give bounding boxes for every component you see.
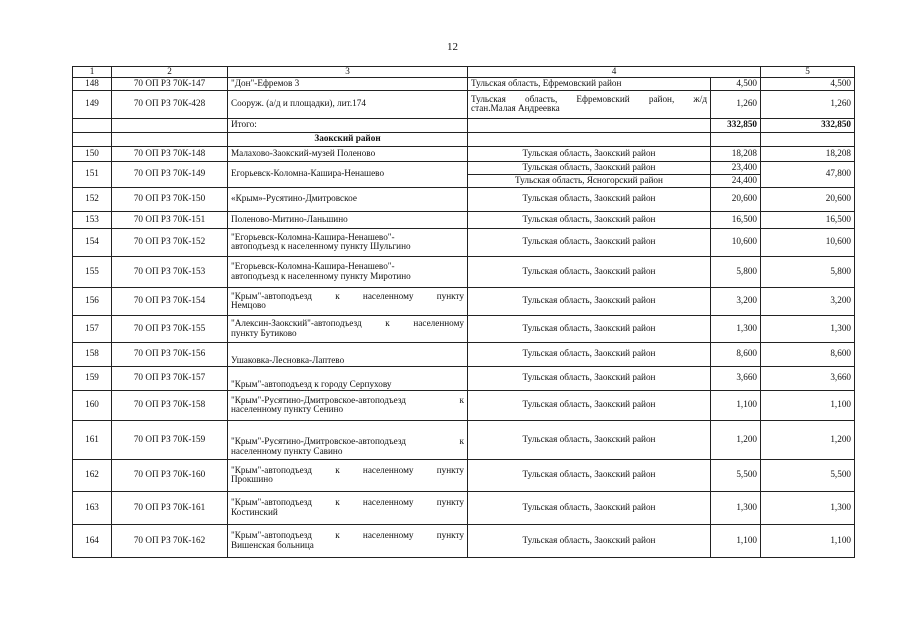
road-total: 47,800	[761, 161, 855, 187]
road-name-line: "Крым"-автоподъезд к населенному пункту	[231, 530, 464, 540]
table-header-row	[73, 67, 855, 78]
row-number: 152	[73, 187, 112, 211]
road-total: 3,660	[761, 366, 855, 390]
total-length: 332,850	[711, 118, 761, 132]
table-row	[73, 390, 855, 420]
road-location: Тульская область, Заокский район	[468, 187, 711, 211]
road-total: 4,500	[761, 77, 855, 90]
road-id: 70 ОП РЗ 70К-161	[112, 491, 228, 524]
row-number: 157	[73, 315, 112, 342]
road-id: 70 ОП РЗ 70К-154	[112, 287, 228, 315]
road-total: 10,600	[761, 228, 855, 256]
table-row	[73, 187, 855, 211]
road-length: 23,400	[711, 161, 761, 174]
road-name: Малахово-Заокский-музей Поленово	[228, 146, 468, 161]
road-name-line: автоподъезд к населенному пункту Шульгино	[231, 241, 411, 252]
road-id: 70 ОП РЗ 70К-151	[112, 211, 228, 228]
road-location: Тульская область, Заокский район	[468, 420, 711, 459]
header-cell: 1	[73, 67, 112, 78]
table-row	[73, 146, 855, 161]
road-name	[228, 315, 468, 342]
district-heading: Заокский район	[228, 132, 468, 146]
table-row	[73, 524, 855, 557]
total-row	[73, 118, 855, 132]
road-location: Тульская область, Ефремовский район	[468, 77, 711, 90]
road-total: 18,208	[761, 146, 855, 161]
road-id: 70 ОП РЗ 70К-160	[112, 459, 228, 491]
road-name-line: "Крым"-Русятино-Дмитровское-автоподъезд к	[231, 436, 464, 447]
table-row	[73, 77, 855, 90]
road-name-line: "Крым"-автоподъезд к населенному пункту	[231, 290, 464, 301]
road-name	[228, 256, 468, 287]
road-location: Тульская область, Заокский район	[468, 459, 711, 491]
road-location: Тульская область, Заокский район	[468, 256, 711, 287]
road-total: 5,800	[761, 256, 855, 287]
road-length: 1,300	[711, 315, 761, 342]
empty-cell	[112, 132, 228, 146]
table-row	[73, 342, 855, 366]
road-location: Тульская область, Заокский район	[468, 390, 711, 420]
road-name: Поленово-Митино-Ланьшино	[228, 211, 468, 228]
road-name: Егорьевск-Коломна-Кашира-Ненашево	[228, 161, 468, 187]
table-row	[73, 90, 855, 118]
row-number: 154	[73, 228, 112, 256]
road-name-line: "Крым"-автоподъезд к населенному пункту	[231, 464, 464, 475]
row-number: 164	[73, 524, 112, 557]
road-total: 1,260	[761, 90, 855, 118]
road-id: 70 ОП РЗ 70К-147	[112, 77, 228, 90]
road-length: 10,600	[711, 228, 761, 256]
road-name-line: "Крым"-Русятино-Дмитровское-автоподъезд к	[231, 394, 464, 405]
row-number: 151	[73, 161, 112, 187]
header-cell: 2	[112, 67, 228, 78]
road-name	[228, 491, 468, 524]
road-name-line: Вишенская больница	[231, 539, 314, 550]
road-total: 3,200	[761, 287, 855, 315]
road-location: Тульская область, Заокский район	[468, 228, 711, 256]
road-name-line: населенному пункту Савино	[231, 446, 343, 456]
road-name	[228, 390, 468, 420]
road-length: 24,400	[711, 174, 761, 187]
table-row	[73, 315, 855, 342]
header-cell: 3	[228, 67, 468, 78]
road-location: Тульская область, Ясногорский район	[468, 174, 711, 187]
road-location: Тульская область, Заокский район	[468, 491, 711, 524]
row-number: 159	[73, 366, 112, 390]
district-row	[73, 132, 855, 146]
row-number: 153	[73, 211, 112, 228]
road-total: 1,100	[761, 524, 855, 557]
road-name: "Крым"-автоподъезд к городу Серпухову	[228, 366, 468, 390]
table-row	[73, 256, 855, 287]
road-name	[228, 524, 468, 557]
empty-cell	[73, 118, 112, 132]
road-total: 8,600	[761, 342, 855, 366]
roads-table	[72, 66, 855, 558]
road-length: 16,500	[711, 211, 761, 228]
road-total: 5,500	[761, 459, 855, 491]
road-total: 1,300	[761, 315, 855, 342]
total-sum: 332,850	[761, 118, 855, 132]
road-id: 70 ОП РЗ 70К-159	[112, 420, 228, 459]
road-total: 1,300	[761, 491, 855, 524]
road-length: 8,600	[711, 342, 761, 366]
road-length: 1,300	[711, 491, 761, 524]
road-name-line: населенному пункту Сенино	[231, 404, 344, 415]
table-row	[73, 161, 855, 174]
road-location: Тульская область, Заокский район	[468, 287, 711, 315]
row-number: 163	[73, 491, 112, 524]
road-name-line: "Егорьевск-Коломна-Кашира-Ненашево"-	[231, 231, 395, 242]
road-length: 5,800	[711, 256, 761, 287]
road-location: Тульская область, Заокский район	[468, 524, 711, 557]
road-name	[228, 228, 468, 256]
empty-cell	[73, 132, 112, 146]
road-location: Тульская область, Заокский район	[468, 161, 711, 174]
road-name: «Крым»-Русятино-Дмитровское	[228, 187, 468, 211]
road-id: 70 ОП РЗ 70К-156	[112, 342, 228, 366]
empty-cell	[468, 132, 711, 146]
road-length: 18,208	[711, 146, 761, 161]
road-id: 70 ОП РЗ 70К-152	[112, 228, 228, 256]
table-row	[73, 211, 855, 228]
row-number: 162	[73, 459, 112, 491]
road-name: Сооруж. (а/д и площадки), лит.174	[228, 90, 468, 118]
road-location: Тульская область, Заокский район	[468, 146, 711, 161]
road-location: Тульская область, Заокский район	[468, 315, 711, 342]
road-location: Тульская область, Заокский район	[468, 342, 711, 366]
road-name-line: автоподъезд к населенному пункту Миротино	[231, 270, 411, 281]
road-name: Ушаковка-Лесновка-Лаптево	[228, 342, 468, 366]
page-number: 12	[447, 41, 458, 53]
road-id: 70 ОП РЗ 70К-158	[112, 390, 228, 420]
road-name-line: "Алексин-Заокский"-автоподъезд к населенному	[231, 318, 464, 328]
road-id: 70 ОП РЗ 70К-157	[112, 366, 228, 390]
row-number: 161	[73, 420, 112, 459]
road-length: 5,500	[711, 459, 761, 491]
road-location: Тульская область, Заокский район	[468, 366, 711, 390]
table-row	[73, 491, 855, 524]
road-total: 16,500	[761, 211, 855, 228]
road-location-line: Тульская область, Ефремовский район, ж/д	[471, 93, 707, 104]
road-name	[228, 420, 468, 459]
road-length: 1,260	[711, 90, 761, 118]
road-id: 70 ОП РЗ 70К-428	[112, 90, 228, 118]
road-length: 3,200	[711, 287, 761, 315]
road-location	[468, 90, 711, 118]
road-total: 20,600	[761, 187, 855, 211]
empty-cell	[711, 132, 761, 146]
row-number: 148	[73, 77, 112, 90]
road-location: Тульская область, Заокский район	[468, 211, 711, 228]
header-cell: 4	[468, 67, 761, 78]
road-length: 1,200	[711, 420, 761, 459]
total-label: Итого:	[228, 118, 468, 132]
table-row	[73, 420, 855, 459]
road-id: 70 ОП РЗ 70К-153	[112, 256, 228, 287]
header-cell: 5	[761, 67, 855, 78]
road-total: 1,200	[761, 420, 855, 459]
table-row	[73, 228, 855, 256]
road-length: 20,600	[711, 187, 761, 211]
row-number: 150	[73, 146, 112, 161]
road-name-line: "Егорьевск-Коломна-Кашира-Ненашево"-	[231, 261, 395, 271]
row-number: 155	[73, 256, 112, 287]
row-number: 158	[73, 342, 112, 366]
road-name-line: Прокшино	[231, 474, 273, 485]
row-number: 149	[73, 90, 112, 118]
road-id: 70 ОП РЗ 70К-150	[112, 187, 228, 211]
table-row	[73, 366, 855, 390]
row-number: 156	[73, 287, 112, 315]
road-length: 3,660	[711, 366, 761, 390]
road-name: "Дон"-Ефремов 3	[228, 77, 468, 90]
table-row	[73, 287, 855, 315]
table-row	[73, 459, 855, 491]
road-location-line: стан.Малая Андреевка	[471, 103, 560, 114]
road-name	[228, 459, 468, 491]
empty-cell	[468, 118, 711, 132]
empty-cell	[112, 118, 228, 132]
road-name-line: Костинский	[231, 506, 278, 517]
road-name-line: "Крым"-автоподъезд к населенному пункту	[231, 497, 464, 507]
road-length: 1,100	[711, 524, 761, 557]
road-name-line: пункту Бутиково	[231, 327, 297, 338]
road-id: 70 ОП РЗ 70К-162	[112, 524, 228, 557]
road-name-line: Немцово	[231, 300, 266, 311]
road-id: 70 ОП РЗ 70К-155	[112, 315, 228, 342]
road-length: 1,100	[711, 390, 761, 420]
road-id: 70 ОП РЗ 70К-148	[112, 146, 228, 161]
empty-cell	[761, 132, 855, 146]
row-number: 160	[73, 390, 112, 420]
road-length: 4,500	[711, 77, 761, 90]
road-id: 70 ОП РЗ 70К-149	[112, 161, 228, 187]
road-name	[228, 287, 468, 315]
road-total: 1,100	[761, 390, 855, 420]
